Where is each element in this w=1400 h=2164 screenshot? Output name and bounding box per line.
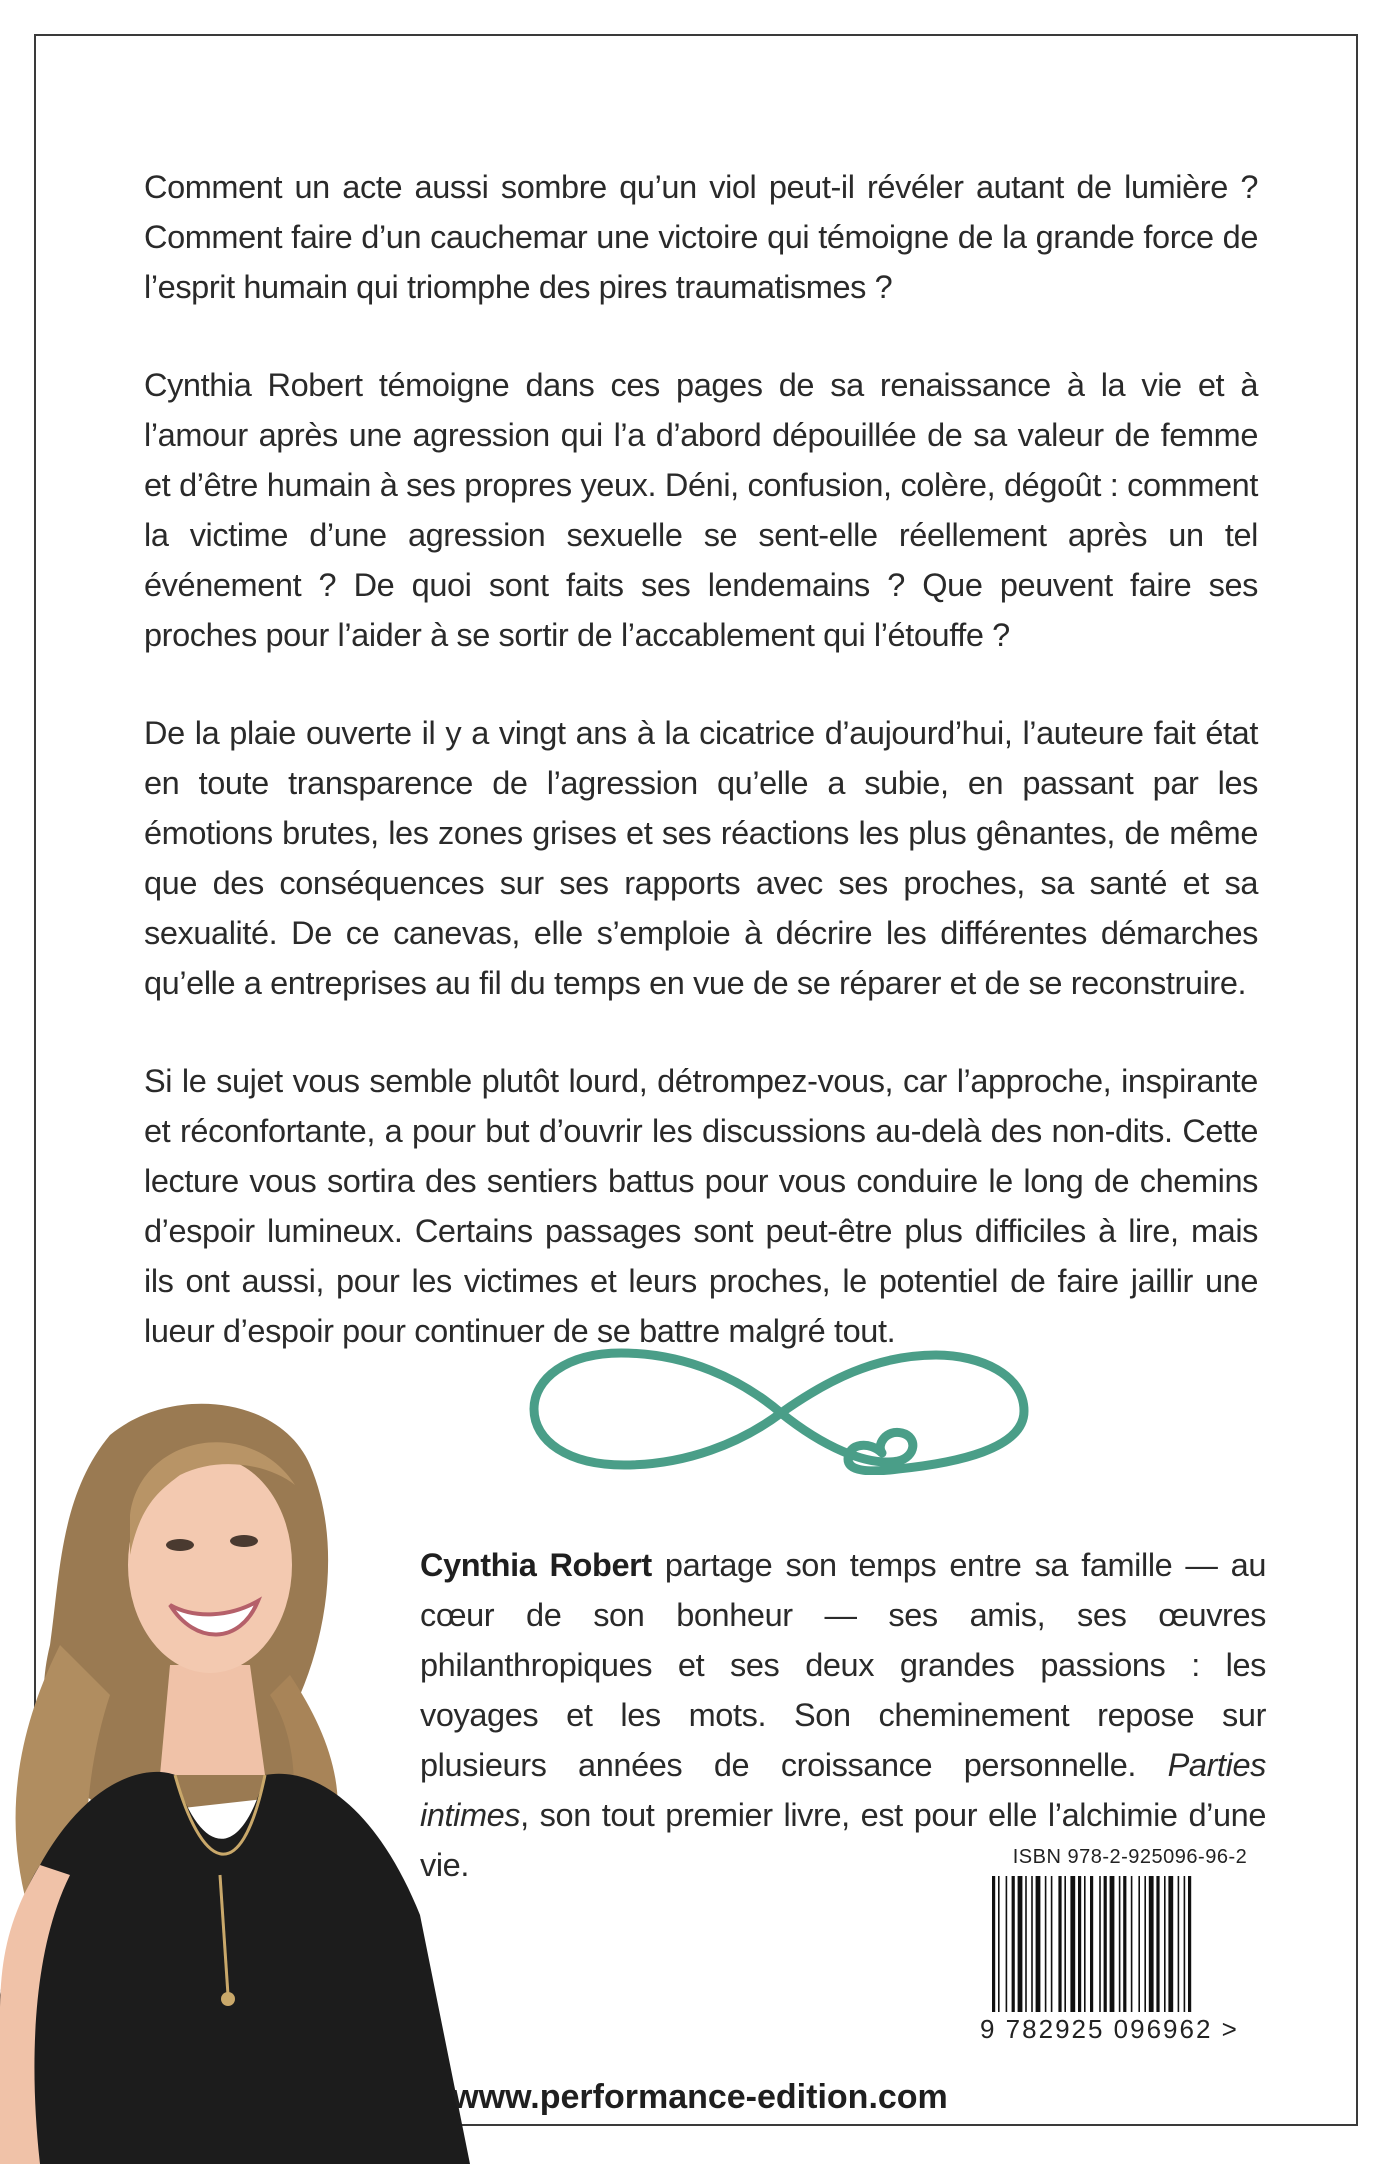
bio-text-part-1: partage son temps entre sa famille — au cœur de son bonheur — ses amis, ses œuvres philanthropiques et ses deux grandes passions : les voyages et les mots. Son cheminement repose sur plusieurs années de croissance personnelle. [420, 1547, 1266, 1783]
infinity-heart-icon [526, 1345, 1036, 1475]
barcode-bar [1006, 1876, 1008, 2012]
barcode-bar [1178, 1876, 1180, 2012]
barcode-bar [1149, 1876, 1154, 2012]
barcode-digits: 9 782925 096962 > [980, 2014, 1239, 2044]
barcode-bar [1058, 1876, 1061, 2012]
isbn-barcode [980, 1846, 1286, 2042]
barcode-bar [1031, 1876, 1033, 2012]
barcode-bar [1144, 1876, 1146, 2012]
barcode-bar [1119, 1876, 1121, 2012]
barcode-bar [1164, 1876, 1166, 2012]
barcode-bar [1045, 1876, 1047, 2012]
barcode-bar [1131, 1876, 1133, 2012]
barcode-bar [1051, 1876, 1053, 2012]
blurb-paragraph-3: De la plaie ouverte il y a vingt ans à la cicatrice d’aujourd’hui, l’auteure fait état en toute transparence de l’agression qu’elle a subie, en passant par les émotions brutes, les zones grises et ses réactions les plus gênantes, de même que des conséquences sur ses rapports avec ses proches, sa santé et sa sexualité. De ce canevas, elle s’emploie à décrire les différentes démarches qu’elle a entreprises au fil du temps en vue de se réparer et de se reconstruire. [144, 715, 1258, 1001]
barcode-bar [1123, 1876, 1126, 2012]
barcode-bar [1064, 1876, 1066, 2012]
blurb-paragraph-2: Cynthia Robert témoigne dans ces pages de sa renaissance à la vie et à l’amour après une agression qui l’a d’abord dépouillée de sa valeur de femme et d’être humain à ses propres yeux. Déni, confusion, colère, dégoût : comment la victime d’une agression sexuelle se sent-elle réellement après un tel événement ? De quoi sont faits ses lendemains ? Que peuvent faire ses proches pour l’aider à se sortir de l’accablement qui l’étouffe ? [144, 367, 1258, 653]
barcode-bars [988, 1876, 1278, 2012]
blurb-paragraph-1: Comment un acte aussi sombre qu’un viol peut-il révéler autant de lumière ? Comment faire d’un cauchemar une victoire qui témoigne de la grande force de l’esprit humain qui triomphe des pires traumatismes ? [144, 169, 1258, 305]
barcode-bar [1168, 1876, 1173, 2012]
author-name: Cynthia Robert [420, 1547, 652, 1583]
author-bio-text [420, 1540, 1266, 1890]
barcode-bar [1084, 1876, 1086, 2012]
barcode-bar [1156, 1876, 1159, 2012]
author-photo [0, 1395, 470, 2164]
publisher-website: www.performance-edition.com [452, 2078, 948, 2116]
blurb-paragraph-4: Si le sujet vous semble plutôt lourd, détrompez-vous, car l’approche, inspirante et réconfortante, a pour but d’ouvrir les discussions au-delà des non-dits. Cette lecture vous sortira des sentiers battus pour vous conduire le long de chemins d’espoir lumineux. Certains passages sont peut-être plus difficiles à lire, mais ils ont aussi, pour les victimes et leurs proches, le potentiel de faire jaillir une lueur d’espoir pour continuer de se battre malgré tout. [144, 1063, 1258, 1349]
barcode-bar [1184, 1876, 1186, 2012]
barcode-bar [998, 1876, 1000, 2012]
barcode-bar [1036, 1876, 1041, 2012]
barcode-bar [1070, 1876, 1075, 2012]
back-cover-blurb [144, 162, 1258, 1404]
book-title: Parties intimes [420, 1747, 1266, 1833]
author-bio [420, 1540, 1266, 1890]
barcode-bar [1078, 1876, 1081, 2012]
barcode-bar [1018, 1876, 1023, 2012]
barcode-bar [1104, 1876, 1107, 2012]
barcode-bar [1138, 1876, 1140, 2012]
barcode-bar [1099, 1876, 1101, 2012]
barcode-bar [1090, 1876, 1093, 2012]
barcode-bar [1110, 1876, 1115, 2012]
barcode-bar [992, 1876, 995, 2012]
barcode-bar [1012, 1876, 1015, 2012]
barcode-bar [1025, 1876, 1027, 2012]
barcode-bar [1188, 1876, 1191, 2012]
isbn-label: ISBN 978-2-925096-96-2 [1012, 1846, 1248, 1868]
bio-text-part-2: , son tout premier livre, est pour elle l’alchimie d’une vie. [420, 1797, 1266, 1883]
